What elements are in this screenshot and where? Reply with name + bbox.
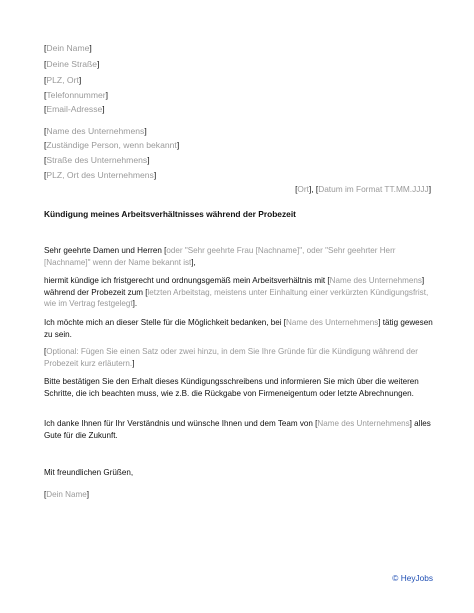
recipient-contact: [Zuständige Person, wenn bekannt] [44,140,180,150]
paragraph-farewell: Ich danke Ihnen für Ihr Verständnis und wünsche Ihnen und dem Team von [Name des Unternehmens] alles Gute für die Zukunft. [44,419,431,440]
place-date-line: [Ort], [Datum im Format TT.MM.JJJJ] [295,184,431,194]
recipient-city: [PLZ, Ort des Unternehmens] [44,170,157,180]
recipient-company: [Name des Unternehmens] [44,126,147,136]
subject-line: Kündigung meines Arbeitsverhältnisses während der Probezeit [44,209,296,219]
sender-email: [Email-Adresse] [44,104,105,114]
sender-name: [Dein Name] [44,43,92,53]
paragraph-confirmation: Bitte bestätigen Sie den Erhalt dieses Kündigungsschreibens und informieren Sie mich über die weiteren Schritte, die ich beachten muss, wie z.B. die Rückgabe von Firmeneigentum oder letzte Abrechnungen. [44,377,419,398]
paragraph-optional-reason: [Optional: Fügen Sie einen Satz oder zwei hinzu, in dem Sie Ihre Gründe für die Kündigung während der Probezeit kurz erläutern.] [44,347,418,368]
heyjobs-footer-logo: © HeyJobs [392,573,433,583]
sender-phone: [Telefonnummer] [44,90,109,100]
paragraph-thanks: Ich möchte mich an dieser Stelle für die Möglichkeit bedanken, bei [Name des Unternehmens] tätig gewesen zu sein. [44,318,433,339]
signature-name: [Dein Name] [44,490,89,499]
recipient-street: [Straße des Unternehmens] [44,155,150,165]
paragraph-termination: hiermit kündige ich fristgerecht und ordnungsgemäß mein Arbeitsverhältnis mit [Name des Unternehmens] während der Probezeit zum [letzten Arbeitstag, meistens unter Einhaltung einer verkürzten Kündigungsfrist, wie im Vertrag festgelegt]. [44,276,429,309]
sender-street: [Deine Straße] [44,59,100,69]
salutation: Sehr geehrte Damen und Herren [oder "Sehr geehrte Frau [Nachname]", oder "Sehr geehrter Herr [Nachname]" wenn der Name bekannt ist], [44,246,396,267]
sender-city: [PLZ, Ort] [44,75,82,85]
closing: Mit freundlichen Grüßen, [44,468,134,477]
